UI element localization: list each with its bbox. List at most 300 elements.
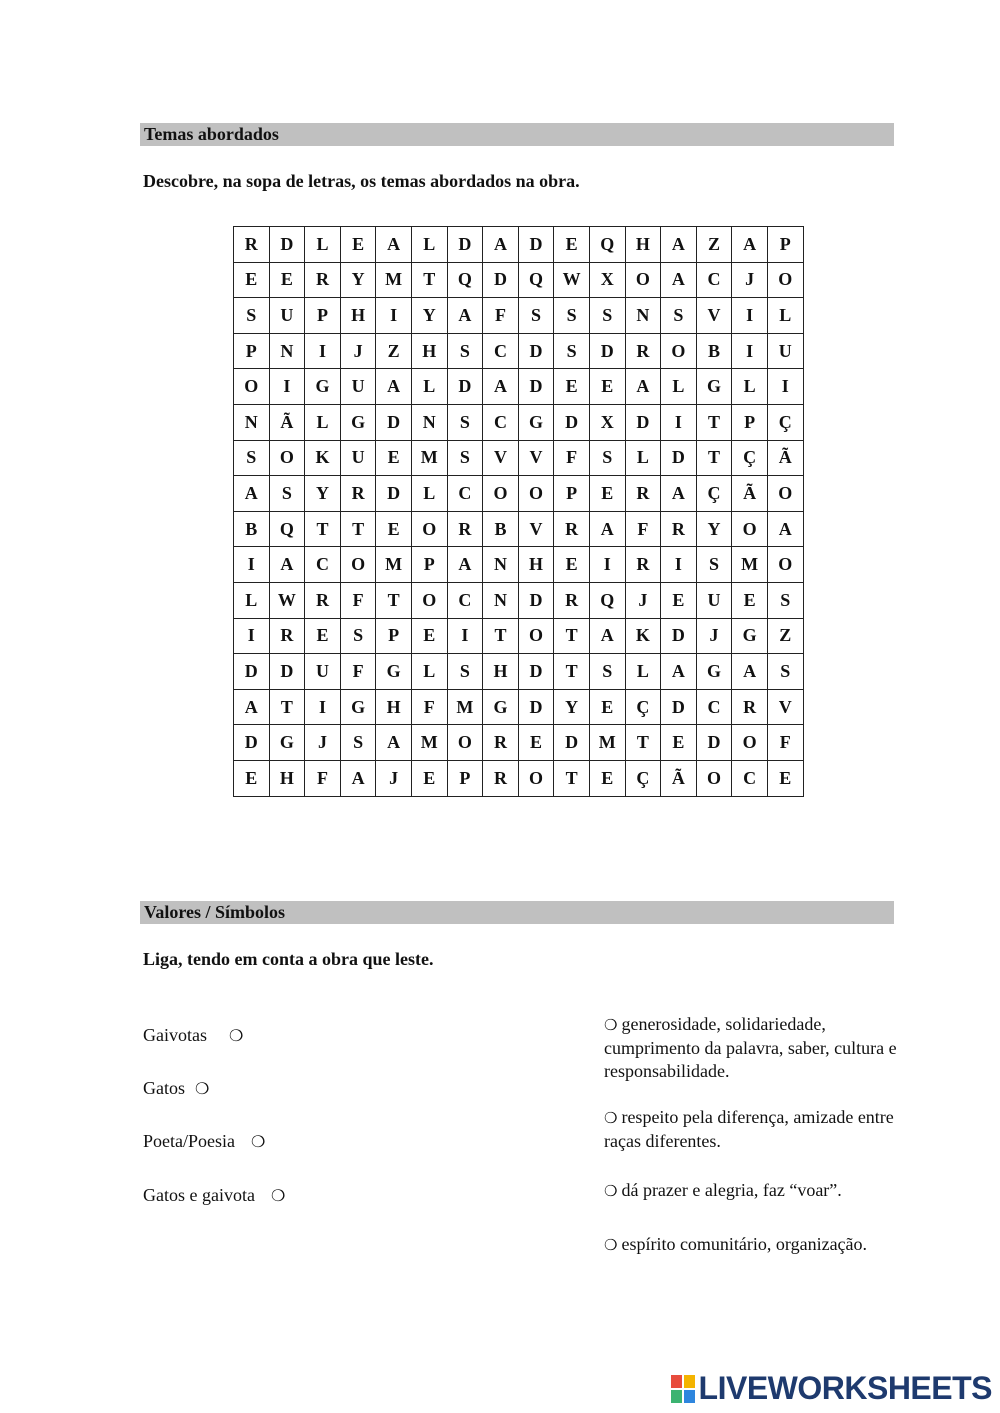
grid-cell[interactable]: O (234, 369, 270, 405)
grid-cell[interactable]: F (411, 689, 447, 725)
grid-cell[interactable]: O (518, 760, 554, 796)
grid-cell[interactable]: Ç (767, 404, 803, 440)
grid-row (234, 654, 804, 690)
grid-cell[interactable]: E (234, 262, 270, 298)
grid-cell[interactable]: H (483, 654, 519, 690)
grid-cell[interactable]: Y (305, 476, 341, 512)
grid-cell[interactable]: Z (376, 333, 412, 369)
grid-cell[interactable]: H (411, 333, 447, 369)
grid-row (234, 298, 804, 334)
grid-cell[interactable]: O (767, 547, 803, 583)
grid-cell[interactable]: C (483, 333, 519, 369)
grid-cell[interactable]: C (483, 404, 519, 440)
grid-cell[interactable]: E (661, 582, 697, 618)
match-left-item (143, 1025, 243, 1046)
grid-cell[interactable]: Ç (732, 440, 768, 476)
grid-cell[interactable]: Y (340, 262, 376, 298)
grid-cell[interactable]: Z (696, 227, 732, 263)
grid-cell[interactable]: E (554, 227, 590, 263)
grid-cell[interactable]: D (518, 654, 554, 690)
grid-cell[interactable]: D (376, 404, 412, 440)
grid-cell[interactable]: T (625, 725, 661, 761)
grid-row (234, 689, 804, 725)
grid-cell[interactable]: D (518, 369, 554, 405)
grid-cell[interactable]: Ç (625, 689, 661, 725)
grid-cell[interactable]: E (589, 760, 625, 796)
grid-cell[interactable]: E (411, 760, 447, 796)
grid-cell[interactable]: S (767, 654, 803, 690)
grid-cell[interactable]: L (625, 654, 661, 690)
grid-cell[interactable]: B (234, 511, 270, 547)
grid-row (234, 404, 804, 440)
grid-cell[interactable]: D (447, 369, 483, 405)
grid-cell[interactable]: E (269, 262, 305, 298)
brand-text: LIVEWORKSHEETS (698, 1370, 992, 1406)
grid-cell[interactable]: R (305, 262, 341, 298)
grid-cell[interactable]: K (625, 618, 661, 654)
match-right-label: generosidade, solidariedade, cumprimento da palavra, saber, cultura e responsabilidade. (604, 1014, 897, 1081)
grid-cell[interactable]: Ç (696, 476, 732, 512)
grid-cell[interactable]: U (767, 333, 803, 369)
grid-cell[interactable]: P (411, 547, 447, 583)
grid-cell[interactable]: M (732, 547, 768, 583)
connector-bullet-icon[interactable]: ❍ (270, 1186, 286, 1205)
grid-cell[interactable]: O (661, 333, 697, 369)
grid-cell[interactable]: N (483, 547, 519, 583)
grid-cell[interactable]: C (696, 689, 732, 725)
grid-cell[interactable]: L (234, 582, 270, 618)
grid-cell[interactable]: R (554, 582, 590, 618)
grid-cell[interactable]: M (411, 725, 447, 761)
grid-cell[interactable]: P (554, 476, 590, 512)
grid-cell[interactable]: O (696, 760, 732, 796)
grid-cell[interactable]: R (483, 760, 519, 796)
grid-cell[interactable]: S (447, 404, 483, 440)
grid-cell[interactable]: H (269, 760, 305, 796)
grid-cell[interactable]: A (625, 369, 661, 405)
connector-bullet-icon[interactable]: ❍ (604, 1182, 618, 1200)
grid-cell[interactable]: O (625, 262, 661, 298)
grid-cell[interactable]: Z (767, 618, 803, 654)
grid-cell[interactable]: H (625, 227, 661, 263)
grid-cell[interactable]: A (483, 227, 519, 263)
grid-cell[interactable]: G (340, 689, 376, 725)
grid-cell[interactable]: F (625, 511, 661, 547)
grid-cell[interactable]: G (483, 689, 519, 725)
grid-cell[interactable]: L (625, 440, 661, 476)
grid-cell[interactable]: G (376, 654, 412, 690)
connector-bullet-icon[interactable]: ❍ (195, 1079, 210, 1098)
grid-cell[interactable]: M (376, 547, 412, 583)
grid-cell[interactable]: G (340, 404, 376, 440)
grid-cell[interactable]: R (625, 333, 661, 369)
grid-cell[interactable]: T (554, 618, 590, 654)
match-right-item (604, 1179, 914, 1203)
grid-cell[interactable]: O (411, 582, 447, 618)
grid-cell[interactable]: Q (518, 262, 554, 298)
grid-cell[interactable]: J (696, 618, 732, 654)
grid-cell[interactable]: E (411, 618, 447, 654)
section-title-temas: Temas abordados (140, 123, 894, 146)
grid-cell[interactable]: L (305, 404, 341, 440)
grid-cell[interactable]: V (767, 689, 803, 725)
grid-cell[interactable]: V (518, 511, 554, 547)
grid-cell[interactable]: I (376, 298, 412, 334)
grid-cell[interactable]: C (732, 760, 768, 796)
grid-cell[interactable]: I (661, 547, 697, 583)
grid-cell[interactable]: E (589, 369, 625, 405)
grid-cell[interactable]: A (376, 369, 412, 405)
grid-cell[interactable]: A (589, 618, 625, 654)
match-right-label: dá prazer e alegria, faz “voar”. (621, 1180, 842, 1200)
grid-cell[interactable]: F (554, 440, 590, 476)
grid-cell[interactable]: O (411, 511, 447, 547)
grid-cell[interactable]: Ã (661, 760, 697, 796)
grid-cell[interactable]: D (661, 689, 697, 725)
grid-cell[interactable]: R (340, 476, 376, 512)
grid-cell[interactable]: D (696, 725, 732, 761)
grid-cell[interactable]: D (376, 476, 412, 512)
match-right-item (604, 1013, 914, 1083)
grid-cell[interactable]: D (234, 725, 270, 761)
grid-cell[interactable]: T (269, 689, 305, 725)
grid-cell[interactable]: E (518, 725, 554, 761)
grid-cell[interactable]: O (767, 476, 803, 512)
grid-cell[interactable]: E (340, 227, 376, 263)
grid-cell[interactable]: C (447, 582, 483, 618)
grid-cell[interactable]: F (767, 725, 803, 761)
grid-cell[interactable]: G (696, 654, 732, 690)
grid-cell[interactable]: W (269, 582, 305, 618)
grid-cell[interactable]: D (447, 227, 483, 263)
grid-cell[interactable]: T (554, 654, 590, 690)
grid-cell[interactable]: W (554, 262, 590, 298)
grid-cell[interactable]: D (518, 689, 554, 725)
grid-cell[interactable]: G (518, 404, 554, 440)
grid-cell[interactable]: U (269, 298, 305, 334)
match-left-label: Gaivotas (143, 1025, 207, 1045)
grid-cell[interactable]: D (661, 440, 697, 476)
grid-cell[interactable]: L (305, 227, 341, 263)
grid-cell[interactable]: O (340, 547, 376, 583)
logo-block (684, 1390, 695, 1403)
grid-cell[interactable]: G (732, 618, 768, 654)
logo-block (671, 1375, 682, 1388)
grid-cell[interactable]: A (483, 369, 519, 405)
grid-cell[interactable]: E (234, 760, 270, 796)
grid-cell[interactable]: A (589, 511, 625, 547)
grid-cell[interactable]: L (411, 476, 447, 512)
grid-cell[interactable]: E (589, 689, 625, 725)
grid-cell[interactable]: Q (589, 582, 625, 618)
grid-cell[interactable]: X (589, 262, 625, 298)
grid-cell[interactable]: I (589, 547, 625, 583)
grid-cell[interactable]: T (376, 582, 412, 618)
grid-cell[interactable]: D (554, 725, 590, 761)
grid-cell[interactable]: V (518, 440, 554, 476)
grid-cell[interactable]: F (340, 582, 376, 618)
grid-cell[interactable]: S (554, 333, 590, 369)
match-left-label: Gatos e gaivota (143, 1185, 255, 1205)
grid-cell[interactable]: Q (447, 262, 483, 298)
grid-cell[interactable]: A (661, 262, 697, 298)
grid-cell[interactable]: N (411, 404, 447, 440)
grid-cell[interactable]: U (305, 654, 341, 690)
grid-cell[interactable]: E (732, 582, 768, 618)
grid-cell[interactable]: E (376, 511, 412, 547)
grid-cell[interactable]: D (589, 333, 625, 369)
grid-cell[interactable]: A (234, 476, 270, 512)
grid-cell[interactable]: E (554, 547, 590, 583)
grid-cell[interactable]: I (732, 298, 768, 334)
grid-cell[interactable]: Ã (767, 440, 803, 476)
grid-cell[interactable]: D (483, 262, 519, 298)
grid-cell[interactable]: A (661, 654, 697, 690)
grid-cell[interactable]: I (732, 333, 768, 369)
grid-cell[interactable]: R (554, 511, 590, 547)
grid-cell[interactable]: T (305, 511, 341, 547)
grid-cell[interactable]: A (732, 227, 768, 263)
grid-cell[interactable]: M (589, 725, 625, 761)
grid-cell[interactable]: L (411, 369, 447, 405)
grid-cell[interactable]: J (625, 582, 661, 618)
connector-bullet-icon[interactable]: ❍ (251, 1132, 266, 1151)
grid-cell[interactable]: R (305, 582, 341, 618)
grid-cell[interactable]: F (483, 298, 519, 334)
grid-cell[interactable]: V (696, 298, 732, 334)
grid-cell[interactable]: M (376, 262, 412, 298)
grid-cell[interactable]: R (483, 725, 519, 761)
grid-cell[interactable]: E (554, 369, 590, 405)
grid-row (234, 262, 804, 298)
liveworksheets-brand (671, 1370, 992, 1407)
grid-cell[interactable]: D (234, 654, 270, 690)
grid-cell[interactable]: N (269, 333, 305, 369)
grid-cell[interactable]: O (518, 476, 554, 512)
grid-cell[interactable]: C (447, 476, 483, 512)
connector-bullet-icon[interactable]: ❍ (604, 1016, 618, 1034)
grid-cell[interactable]: E (305, 618, 341, 654)
grid-cell[interactable]: O (518, 618, 554, 654)
grid-cell[interactable]: G (269, 725, 305, 761)
grid-cell[interactable]: S (554, 298, 590, 334)
liveworksheets-logo-icon (671, 1375, 695, 1403)
grid-cell[interactable]: D (661, 618, 697, 654)
grid-cell[interactable]: E (589, 476, 625, 512)
connector-bullet-icon[interactable]: ❍ (604, 1236, 618, 1254)
grid-cell[interactable]: M (447, 689, 483, 725)
grid-cell[interactable]: S (340, 618, 376, 654)
grid-cell[interactable]: S (269, 476, 305, 512)
grid-cell[interactable]: A (376, 725, 412, 761)
grid-cell[interactable]: F (340, 654, 376, 690)
grid-cell[interactable]: S (447, 440, 483, 476)
grid-cell[interactable]: I (234, 618, 270, 654)
grid-cell[interactable]: H (340, 298, 376, 334)
grid-row (234, 725, 804, 761)
match-left-label: Poeta/Poesia (143, 1131, 235, 1151)
grid-cell[interactable]: J (340, 333, 376, 369)
grid-cell[interactable]: P (234, 333, 270, 369)
grid-cell[interactable]: T (340, 511, 376, 547)
grid-row (234, 760, 804, 796)
grid-cell[interactable]: I (305, 689, 341, 725)
grid-cell[interactable]: I (767, 369, 803, 405)
grid-cell[interactable]: R (732, 689, 768, 725)
grid-cell[interactable]: T (483, 618, 519, 654)
grid-cell[interactable]: L (661, 369, 697, 405)
grid-cell[interactable]: O (732, 511, 768, 547)
grid-cell[interactable]: S (589, 298, 625, 334)
grid-cell[interactable]: Ç (625, 760, 661, 796)
grid-cell[interactable]: D (518, 582, 554, 618)
grid-cell[interactable]: S (447, 654, 483, 690)
grid-cell[interactable]: V (483, 440, 519, 476)
grid-cell[interactable]: T (554, 760, 590, 796)
grid-cell[interactable]: A (447, 298, 483, 334)
grid-cell[interactable]: I (447, 618, 483, 654)
grid-row (234, 227, 804, 263)
grid-cell[interactable]: R (625, 476, 661, 512)
grid-cell[interactable]: H (518, 547, 554, 583)
grid-cell[interactable]: S (589, 440, 625, 476)
grid-cell[interactable]: A (269, 547, 305, 583)
grid-cell[interactable]: U (696, 582, 732, 618)
grid-cell[interactable]: B (483, 511, 519, 547)
grid-cell[interactable]: E (661, 725, 697, 761)
grid-cell[interactable]: N (234, 404, 270, 440)
grid-cell[interactable]: A (234, 689, 270, 725)
grid-cell[interactable]: L (732, 369, 768, 405)
grid-row (234, 440, 804, 476)
grid-cell[interactable]: U (340, 369, 376, 405)
match-left-item (143, 1078, 209, 1099)
grid-cell[interactable]: Ã (732, 476, 768, 512)
grid-cell[interactable]: T (696, 440, 732, 476)
grid-cell[interactable]: N (483, 582, 519, 618)
grid-cell[interactable]: O (767, 262, 803, 298)
grid-cell[interactable]: O (447, 725, 483, 761)
grid-cell[interactable]: I (269, 369, 305, 405)
grid-cell[interactable]: G (696, 369, 732, 405)
grid-cell[interactable]: T (696, 404, 732, 440)
word-search-grid (233, 226, 804, 797)
grid-cell[interactable]: Y (411, 298, 447, 334)
grid-cell[interactable]: C (696, 262, 732, 298)
grid-cell[interactable]: C (305, 547, 341, 583)
grid-cell[interactable]: S (518, 298, 554, 334)
grid-cell[interactable]: Y (696, 511, 732, 547)
grid-cell[interactable]: I (234, 547, 270, 583)
match-right-item (604, 1233, 914, 1257)
grid-cell[interactable]: Q (269, 511, 305, 547)
grid-cell[interactable]: S (234, 298, 270, 334)
grid-cell[interactable]: O (732, 725, 768, 761)
section-title-valores: Valores / Símbolos (140, 901, 894, 924)
grid-cell[interactable]: A (661, 227, 697, 263)
grid-cell[interactable]: D (518, 333, 554, 369)
grid-cell[interactable]: J (305, 725, 341, 761)
grid-cell[interactable]: S (696, 547, 732, 583)
grid-cell[interactable]: S (447, 333, 483, 369)
grid-cell[interactable]: X (589, 404, 625, 440)
instruction-temas: Descobre, na sopa de letras, os temas abordados na obra. (143, 171, 580, 191)
grid-cell[interactable]: S (234, 440, 270, 476)
grid-cell[interactable]: T (411, 262, 447, 298)
match-left-item (143, 1131, 265, 1152)
grid-cell[interactable]: A (447, 547, 483, 583)
grid-cell[interactable]: A (732, 654, 768, 690)
grid-row (234, 476, 804, 512)
grid-cell[interactable]: S (340, 725, 376, 761)
grid-cell[interactable]: R (269, 618, 305, 654)
grid-cell[interactable]: R (447, 511, 483, 547)
grid-cell[interactable]: G (305, 369, 341, 405)
grid-cell[interactable]: J (376, 760, 412, 796)
grid-cell[interactable]: L (411, 654, 447, 690)
grid-row (234, 333, 804, 369)
grid-cell[interactable]: Y (554, 689, 590, 725)
grid-cell[interactable]: S (767, 582, 803, 618)
grid-cell[interactable]: R (234, 227, 270, 263)
grid-cell[interactable]: E (767, 760, 803, 796)
grid-cell[interactable]: A (767, 511, 803, 547)
grid-cell[interactable]: N (625, 298, 661, 334)
grid-cell[interactable]: O (483, 476, 519, 512)
grid-cell[interactable]: L (411, 227, 447, 263)
grid-cell[interactable]: J (732, 262, 768, 298)
grid-cell[interactable]: P (376, 618, 412, 654)
grid-cell[interactable]: D (625, 404, 661, 440)
grid-cell[interactable]: K (305, 440, 341, 476)
grid-cell[interactable]: U (340, 440, 376, 476)
grid-cell[interactable]: Q (589, 227, 625, 263)
grid-row (234, 547, 804, 583)
grid-cell[interactable]: I (305, 333, 341, 369)
grid-cell[interactable]: L (767, 298, 803, 334)
grid-cell[interactable]: O (269, 440, 305, 476)
grid-cell[interactable]: A (340, 760, 376, 796)
grid-cell[interactable]: B (696, 333, 732, 369)
grid-cell[interactable]: D (269, 227, 305, 263)
connector-bullet-icon[interactable]: ❍ (604, 1109, 618, 1127)
grid-cell[interactable]: R (661, 511, 697, 547)
grid-cell[interactable]: P (732, 404, 768, 440)
grid-cell[interactable]: R (625, 547, 661, 583)
connector-bullet-icon[interactable]: ❍ (228, 1026, 244, 1045)
grid-cell[interactable]: Ã (269, 404, 305, 440)
grid-cell[interactable]: A (661, 476, 697, 512)
grid-cell[interactable]: P (767, 227, 803, 263)
grid-cell[interactable]: A (376, 227, 412, 263)
grid-row (234, 369, 804, 405)
grid-cell[interactable]: S (589, 654, 625, 690)
grid-cell[interactable]: D (554, 404, 590, 440)
grid-cell[interactable]: D (269, 654, 305, 690)
instruction-valores: Liga, tendo em conta a obra que leste. (143, 949, 434, 969)
grid-cell[interactable]: P (305, 298, 341, 334)
grid-cell[interactable]: P (447, 760, 483, 796)
grid-cell[interactable]: M (411, 440, 447, 476)
match-left-label: Gatos (143, 1078, 185, 1098)
grid-cell[interactable]: F (305, 760, 341, 796)
grid-cell[interactable]: S (661, 298, 697, 334)
grid-row (234, 511, 804, 547)
grid-cell[interactable]: I (661, 404, 697, 440)
grid-cell[interactable]: D (518, 227, 554, 263)
grid-cell[interactable]: H (376, 689, 412, 725)
grid-cell[interactable]: E (376, 440, 412, 476)
